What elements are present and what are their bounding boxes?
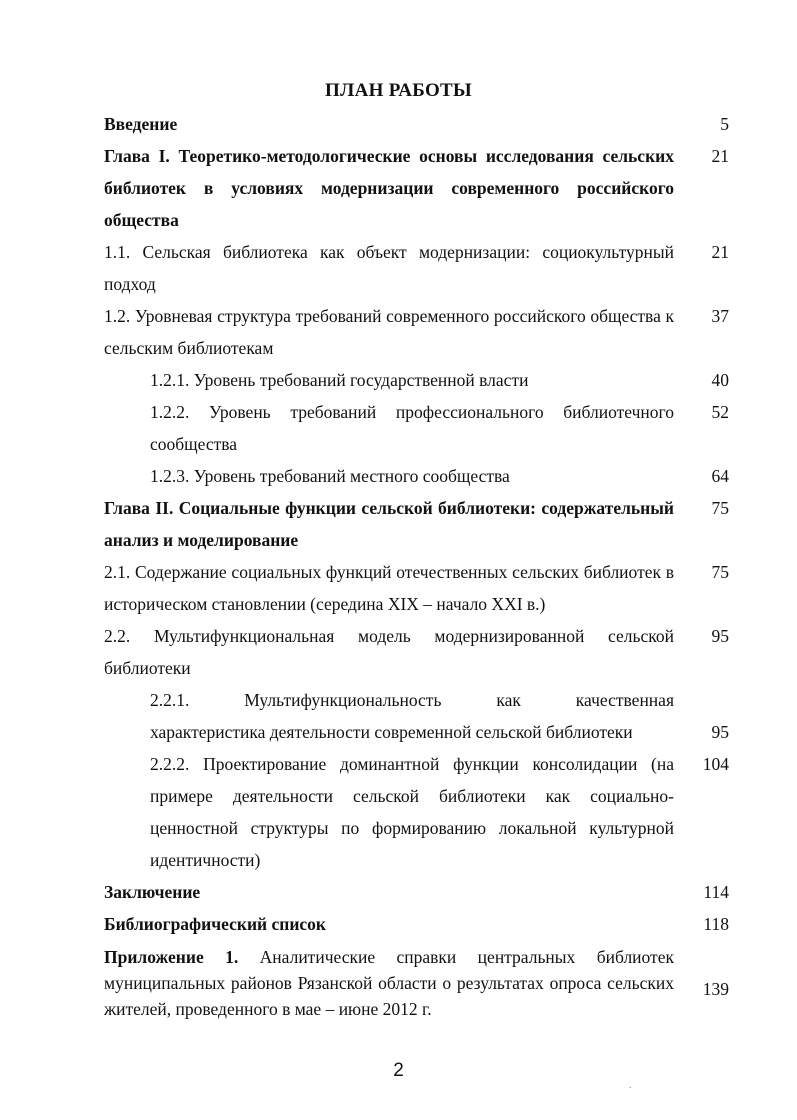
scan-speck: . <box>629 1080 632 1091</box>
toc-entry-page: 40 <box>711 370 729 390</box>
toc-entry-text: 1.2. Уровневая структура требований современного российского общества к сельским библиотекам <box>104 306 674 358</box>
toc-entry-page: 52 <box>711 402 729 422</box>
toc-entry-section-1-1 <box>104 236 729 300</box>
toc-entry-section-1-2 <box>104 300 729 364</box>
toc-entry-section-1-2-2 <box>150 396 729 460</box>
toc-entry-text-line2: характеристика деятельности современной сельской библиотеки <box>150 722 633 742</box>
toc-entry-text: 1.2.1. Уровень требований государственной власти <box>150 370 529 390</box>
toc-entry-section-2-2-2 <box>150 748 729 876</box>
toc-entry-section-1-2-1 <box>150 364 729 396</box>
toc-entry-section-2-2 <box>104 620 729 684</box>
toc-entry-text-line1: 2.2.1. Мультифункциональность как качественная <box>150 690 674 710</box>
page-number: 2 <box>393 1060 404 1081</box>
toc-entry-text: 1.2.2. Уровень требований профессионального библиотечного сообщества <box>150 402 674 454</box>
toc-entry-text: Библиографический список <box>104 914 327 934</box>
toc-entry-introduction <box>104 108 729 140</box>
toc-entry-page: 64 <box>711 466 729 486</box>
toc-entry-page: 75 <box>711 498 729 518</box>
toc-entry-text: 2.2.2. Проектирование доминантной функции консолидации (на примере деятельности сельской библиотеки как социально-ценностной структуры по формированию локальной культурной идентичности) <box>150 754 674 870</box>
toc-entry-page: 118 <box>703 914 729 934</box>
appendix-text: Аналитические справки центральных библиотек муниципальных районов Рязанской области о результатах опроса сельских жителей, проведенного в мае – июне 2012 г. <box>104 947 674 1019</box>
toc-entry-section-2-2-1-cont <box>150 716 729 748</box>
toc-entry-page: 139 <box>702 979 729 999</box>
toc-entry-conclusion <box>104 876 729 908</box>
toc-entry-text: Глава I. Теоретико-методологические основы исследования сельских библиотек в условиях модернизации современного российского общества <box>104 146 674 230</box>
toc-entry-chapter-1 <box>104 140 729 236</box>
page-title: ПЛАН РАБОТЫ <box>325 80 472 101</box>
toc-entry-text: 2.2. Мультифункциональная модель модернизированной сельской библиотеки <box>104 626 674 678</box>
toc-entry-page: 75 <box>711 562 729 582</box>
toc-entry-section-1-2-3 <box>150 460 729 492</box>
toc-entry-page: 95 <box>711 722 729 742</box>
toc-entry-text: Глава II. Социальные функции сельской библиотеки: содержательный анализ и моделирование <box>104 498 674 550</box>
toc-entry-page: 114 <box>703 882 729 902</box>
toc-entry-section-2-2-1 <box>150 684 729 716</box>
toc-entry-text: Введение <box>104 114 178 134</box>
toc-entry-text: Заключение <box>104 882 201 902</box>
toc-entry-text <box>104 944 674 1022</box>
toc-entry-appendix-1 <box>104 944 729 1022</box>
toc-entry-section-2-1 <box>104 556 729 620</box>
toc-entry-page: 21 <box>711 242 729 262</box>
toc-entry-page: 5 <box>720 114 729 134</box>
toc-entry-page: 37 <box>711 306 729 326</box>
toc-entry-page: 104 <box>702 754 729 774</box>
toc-entry-bibliography <box>104 908 729 940</box>
toc-entry-chapter-2 <box>104 492 729 556</box>
toc-entry-text: 1.2.3. Уровень требований местного сообщества <box>150 466 510 486</box>
toc-entry-text: 2.1. Содержание социальных функций отечественных сельских библиотек в историческом становлении (середина XIX – начало XXI в.) <box>104 562 674 614</box>
toc-entry-page: 21 <box>711 146 729 166</box>
appendix-label: Приложение 1. <box>104 947 239 967</box>
toc-entry-text: 1.1. Сельская библиотека как объект модернизации: социокультурный подход <box>104 242 674 294</box>
toc-entry-page: 95 <box>711 626 729 646</box>
